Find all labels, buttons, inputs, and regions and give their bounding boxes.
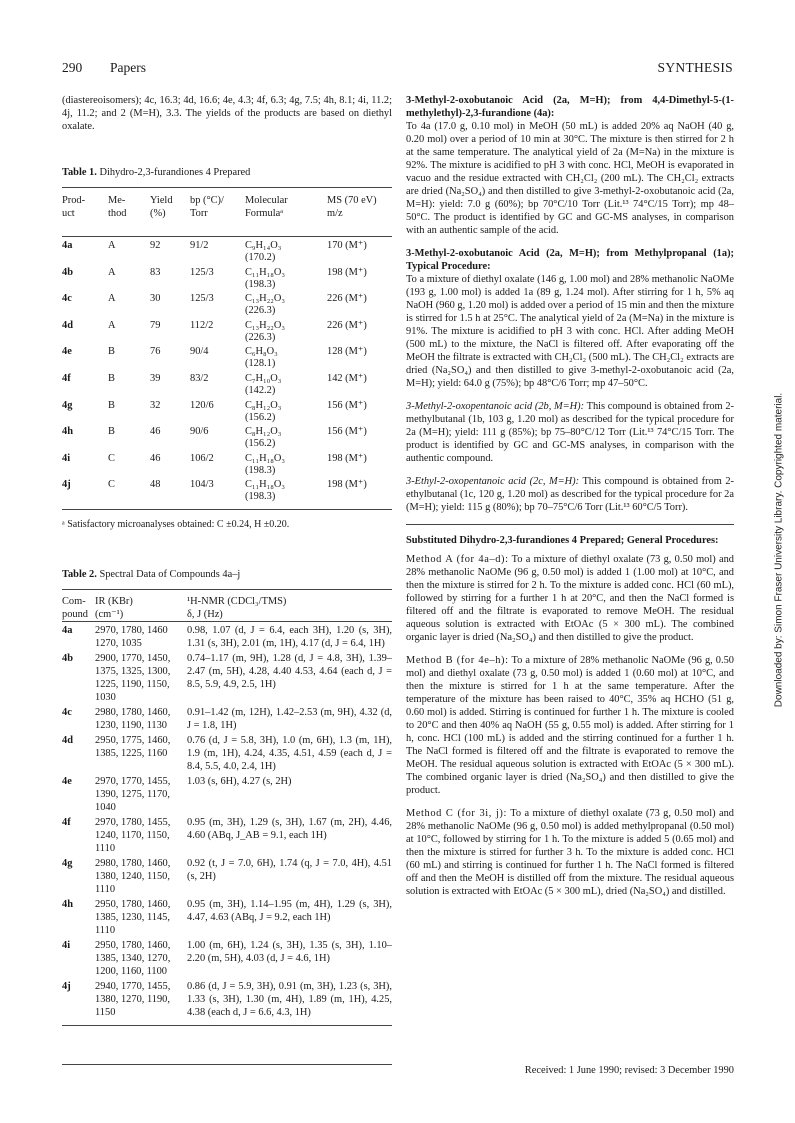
t1-cell-product: 4b [62,266,73,278]
table2-title: Spectral Data of Compounds 4a–j [99,568,241,580]
t1-cell-formula: C₈H₁₂O₃ [245,399,282,411]
t2-cell-nmr: 0.95 (m, 3H), 1.29 (s, 3H), 1.67 (m, 2H), 4.46, 4.60 (ABq, J_AB = 9.1, each 1H) [187,816,392,841]
method-c-body: To a mixture of diethyl oxalate (73 g, 0.50 mol) and 28% methanolic NaOMe (96 g, 0.50 mol) is added methylpropanal (0.50 mol) at 10°C, followed by stirring for 1 h. To the mixture is added 5 (0.65 mol) and then the mixture is stirred for further 3 h. To the mixture is added conc. HCl (60 mL) and stirring is continued for further 1 h. The NaCl formed is filtered off and then the MeOH is distilled off from the mixture. The residual aqueous solution is extracted with EtOAc (5 × 300 mL), dried (Na₂SO₄) and distilled. [406,808,735,897]
t1-cell-ms: 198 (M⁺) [327,266,367,278]
table2 [62,589,392,1026]
table2-row [62,704,392,732]
table1-title: Dihydro-2,3-furandiones 4 Prepared [99,167,251,178]
left-column [62,94,392,1026]
table2-caption [62,568,392,581]
t1-cell-method: B [108,346,115,358]
t2-cell-compound: 4b [62,652,73,664]
table1-footnote: ᵃ Satisfactory microanalyses obtained: C ±0.24, H ±0.20. [62,518,290,530]
page-header [62,60,733,82]
t1-col-formula: Molecular Formulaᵃ [245,195,288,219]
table1-row [62,317,392,344]
t1-col-product: Prod- uct [62,195,86,219]
table1-row [62,370,392,397]
t2-cell-compound: 4d [62,734,73,746]
method-c [406,807,734,898]
table1-row [62,290,392,317]
table2-row [62,855,392,896]
table1-row [62,397,392,424]
table1-header [62,188,392,237]
t1-cell-mw: (170.2) [245,252,276,263]
t1-cell-method: B [108,399,115,411]
t1-cell-ms: 198 (M⁺) [327,479,367,491]
method-a [406,553,734,644]
t1-cell-ms: 226 (M⁺) [327,293,367,305]
method-b-body: To a mixture of 28% methanolic NaOMe (96 g, 0.50 mol) and diethyl oxalate (73 g, 0.50 mol) is added 1 (0.60 mol) at 10°C, and then the mixture is stirred for 1 h at the same temperature. After the temperature of the mixture has been raised to 40°C, 35% aq HCHO (51 g, 0.60 mol) is added. Stirring is continued for further 1 h. The mixture is cooled to 20°C and then 40% aq NaOH (55 g, 0.55 mol) is added. After stirring for 1 h, conc. HCl (100 mL) is added and the stirring continued for a further 1 h. The NaCl formed is filtered off and the filtrate is evaporated to remove the MeOH. The residual aqueous solution is extracted with EtOAc (5 × 300 mL). The combined organic layer is dried (Na₂SO₄) and then distilled to give the product. [406,655,734,796]
t2-cell-ir: 2970, 1780, 1460 1270, 1035 [95,624,168,649]
t1-cell-ms: 226 (M⁺) [327,319,367,331]
section-2a-from-4a-body: To 4a (17.0 g, 0.10 mol) in MeOH (50 mL) is added 20% aq NaOH (40 g, 0.20 mol) over a period of 10 min at 30°C. The mixture is then stirred for 2 h at the same temperature. The analytical yield of 2a (M=Na) in the mixture is 92%. The mixture is acidified to pH 3 with conc. HCl, MeOH is evaporated in vacuo and the residue extracted with CH₂Cl₂ (200 mL). The CH₂Cl₂ extracts are dried (Na₂SO₄) and then distilled to give 3-methyl-2-oxobutanoic acid (2a, M=H): yield: 7.0 g (60%); bp 70°C/10 Torr (Lit.¹³ 74°C/15 Torr); mp 48–50°C. The product is identified by GC and GC-MS analyses, in comparison with an authentic sample of the acid. [406,121,734,236]
section-2b-body: This compound is obtained from 2-methylbutanal (1b, 103 g, 1.20 mol) as described for the typical procedure for 2a (M=H); yield: 111 g (85%); bp 75–80°C/12 Torr (Lit.¹³ 74°C/15 Torr. The product is identified by GC and GC-MS analyses, in comparison with the authentic compound. [406,401,734,464]
download-watermark [772,392,786,708]
t2-cell-ir: 2980, 1780, 1460, 1230, 1190, 1130 [95,706,171,731]
table2-row [62,814,392,855]
t1-cell-yield: 92 [150,240,161,251]
t2-cell-compound: 4a [62,624,73,636]
table2-header [62,590,392,622]
t1-cell-method: A [108,319,116,331]
t1-cell-yield: 76 [150,346,161,358]
table2-row [62,622,392,650]
t1-cell-mw: (198.3) [245,464,276,476]
t2-cell-compound: 4i [62,939,71,951]
t1-cell-product: 4f [62,372,71,384]
t1-cell-yield: 46 [150,426,161,438]
t1-cell-method: A [108,293,116,305]
t1-cell-mw: (226.3) [245,305,276,317]
t2-cell-ir: 2950, 1775, 1460, 1385, 1225, 1160 [95,734,171,759]
t1-cell-yield: 83 [150,266,161,278]
t1-cell-bp: 125/3 [190,266,214,278]
t1-cell-ms: 156 (M⁺) [327,426,367,438]
t2-cell-nmr: 0.95 (m, 3H), 1.14–1.95 (m, 4H), 1.29 (s, 3H), 4.47, 4.63 (ABq, J = 9.2, each 1H) [187,898,392,923]
method-a-body: To a mixture of diethyl oxalate (73 g, 0.50 mol) and 28% methanolic NaOMe (96 g, 0.50 mol) is added 1 (1.00 mol) at 10°C, and then the mixture is stirred for 2 h. To the mixture is added conc. HCl (60 mL), followed by stirring for a further 1 h at 20°C, and then the NaCl formed is filtered off and the filtrate is evaporated to remove MeOH. The residual aqueous solution is extracted with EtOAc (5 × 300 mL). The combined organic layer is dried (Na₂SO₄) and then distilled to give the product. [406,554,734,643]
t1-cell-product: 4d [62,319,73,331]
table1-row [62,237,392,264]
t1-cell-yield: 48 [150,479,161,491]
section-2a-from-1a-body: To a mixture of diethyl oxalate (146 g, 1.00 mol) and 28% methanolic NaOMe (193 g, 1.00 mol) is added 1a (89 g, 1.24 mol). After stirring for 1 h, 5% aq NaOH (960 g, 1.20 mol) is added over a period of 15 min and then the mixture is stirred for 1.5 h at 25°C. The analytical yield of 2a (M=Na) in the mixture is 91%. The mixture is acidified to pH 3 with conc. HCl. After adding MeOH (500 mL) to the mixture, the NaCl is filtered off. After evaporating off the MeOH the filtrate is extracted with CH₂Cl₂ (500 mL). The CH₂Cl₂ extracts are dried (Na₂SO₄) and then distilled to give 3-methyl-2-oxobutanoic acid (2a, M=H); yield: 64.0 g (75%); bp 48°C/6 Torr; mp 47–50°C. [406,274,734,389]
left-bottom-rule [62,1064,392,1065]
general-procedures-title: Substituted Dihydro-2,3-furandiones 4 Prepared; General Procedures: [406,535,719,546]
table1-row [62,264,392,291]
t1-col-bp: bp (°C)/ Torr [190,195,224,219]
t1-cell-formula: C₁₃H₂₂O₃ [245,319,286,331]
table2-body [62,622,392,1019]
table2-row [62,937,392,978]
t1-cell-formula: C₁₃H₂₂O₃ [245,293,286,305]
table1-caption [62,166,392,179]
t2-cell-compound: 4g [62,857,73,869]
t1-cell-bp: 112/2 [190,319,214,331]
t2-cell-compound: 4e [62,775,72,787]
t1-cell-yield: 79 [150,319,161,331]
table2-row [62,732,392,773]
t2-cell-ir: 2940, 1770, 1455, 1380, 1270, 1190, 1150 [95,980,171,1018]
t1-cell-mw: (156.2) [245,411,276,423]
t1-cell-method: B [108,426,115,438]
t2-cell-nmr: 1.00 (m, 6H), 1.24 (s, 3H), 1.35 (s, 3H), 1.10–2.20 (m, 5H), 4.03 (d, J = 4.6, 1H) [187,939,392,964]
t1-cell-product: 4a [62,240,73,251]
t2-cell-nmr: 0.92 (t, J = 7.0, 6H), 1.74 (q, J = 7.0, 4H), 4.51 (s, 2H) [187,857,392,882]
t1-cell-formula: C₁₁H₁₈O₃ [245,266,286,278]
intro-paragraph: (diastereoisomers); 4c, 16.3; 4d, 16.6; 4e, 4.3; 4f, 6.3; 4g, 7.5; 4h, 8.1; 4i, 11.2; 4j, 11.2; and 2 (M=H), 3.3. The yields of the products are based on diethyl oxalate. [62,95,392,132]
t1-cell-formula: C₉H₁₄O₃ [245,240,282,251]
section-2a-from-1a-title: 3-Methyl-2-oxobutanoic Acid (2a, M=H); from Methylpropanal (1a); Typical Procedure: [406,248,734,272]
t2-cell-compound: 4j [62,980,71,992]
table1-label: Table 1. [62,167,97,178]
table1-bottom-rule [62,503,392,510]
t2-cell-ir: 2980, 1780, 1460, 1380, 1240, 1150, 1110 [95,857,171,895]
table1 [62,187,392,510]
table2-row [62,896,392,937]
t1-cell-ms: 156 (M⁺) [327,399,367,411]
t1-cell-mw: (198.3) [245,491,276,503]
t2-cell-nmr: 0.86 (d, J = 5.9, 3H), 0.91 (m, 3H), 1.23 (s, 3H), 1.33 (s, 3H), 1.30 (m, 4H), 1.89 (m, 1H), 4.25, 4.38 (each d, J = 6.6, 4.3, 1H) [187,980,392,1018]
t2-cell-ir: 2970, 1770, 1455, 1390, 1275, 1170, 1040 [95,775,171,813]
right-column-rule [406,524,734,525]
section-2c-body: This compound is obtained from 2-ethylbutanal (1c, 120 g, 1.20 mol) as described for the typical procedure for 2a (M=H); yield: 115 g (80%); bp 70–75°C/6 Torr (Lit.¹³ 60°C/5 Torr). [406,476,734,513]
section-2c-title: 3-Ethyl-2-oxopentanoic acid (2c, M=H): [406,476,580,487]
t1-cell-ms: 170 (M⁺) [327,240,367,251]
t2-col-ir: IR (KBr) (cm⁻¹) [95,595,133,620]
table1-row [62,450,392,477]
t1-cell-ms: 128 (M⁺) [327,346,367,358]
t1-cell-method: C [108,452,115,464]
t1-cell-yield: 46 [150,452,161,464]
t1-cell-formula: C₈H₁₂O₃ [245,426,282,438]
t1-cell-product: 4h [62,426,73,438]
t1-cell-method: A [108,240,116,251]
t1-col-method: Me- thod [108,195,127,219]
t2-cell-compound: 4c [62,706,72,718]
t2-cell-nmr: 0.98, 1.07 (d, J = 6.4, each 3H), 1.20 (s, 3H), 1.31 (s, 3H), 2.01 (m, 1H), 4.17 (d, J = 6.4, 1H) [187,624,392,649]
journal-name: SYNTHESIS [657,60,733,75]
method-c-label: Method C (for 3i, j): [406,808,507,819]
table2-row [62,650,392,704]
t1-cell-mw: (128.1) [245,358,276,370]
section-2b-title: 3-Methyl-2-oxopentanoic acid (2b, M=H): [406,401,585,412]
section-name: Papers [110,60,146,75]
table2-bottom-rule [62,1019,392,1026]
table1-row [62,343,392,370]
t1-cell-bp: 104/3 [190,479,214,491]
t1-cell-bp: 106/2 [190,452,214,464]
table1-row [62,476,392,503]
t1-cell-mw: (226.3) [245,331,276,343]
t2-cell-nmr: 1.03 (s, 6H), 4.27 (s, 2H) [187,775,292,787]
section-2b [406,400,734,465]
t2-col-nmr: ¹H-NMR (CDCl₃/TMS) δ, J (Hz) [187,595,287,620]
table2-row [62,773,392,814]
t1-cell-formula: C₁₁H₁₈O₃ [245,452,286,464]
table2-label: Table 2. [62,568,97,580]
t1-cell-ms: 142 (M⁺) [327,372,367,384]
t2-cell-nmr: 0.76 (d, J = 5.8, 3H), 1.0 (m, 6H), 1.3 (m, 1H), 1.9 (m, 1H), 4.24, 4.35, 4.51, 4.59 (each d, J = 8.4, 5.5, 4.0, 2.4, 1H) [187,734,392,772]
received-dates: Received: 1 June 1990; revised: 3 December 1990 [524,1065,734,1076]
t2-col-compound: Com- pound [62,595,88,620]
t1-cell-bp: 83/2 [190,372,209,384]
t1-cell-yield: 32 [150,399,161,411]
t1-cell-mw: (156.2) [245,438,276,450]
t1-cell-product: 4j [62,479,71,491]
table2-row [62,978,392,1019]
t1-cell-method: C [108,479,115,491]
t1-cell-product: 4g [62,399,73,411]
method-b [406,654,734,797]
t1-cell-ms: 198 (M⁺) [327,452,367,464]
t2-cell-ir: 2900, 1770, 1450, 1375, 1325, 1300, 1225, 1190, 1150, 1030 [95,652,171,703]
t1-col-ms: MS (70 eV) m/z [327,195,377,219]
t2-cell-compound: 4h [62,898,73,910]
right-column [406,94,734,902]
t1-cell-bp: 90/6 [190,426,209,438]
t1-cell-product: 4e [62,346,72,358]
table1-body [62,237,392,503]
page-number: 290 [62,60,83,75]
t1-cell-formula: C₆H₈O₃ [245,346,278,358]
t1-cell-bp: 90/4 [190,346,209,358]
t1-cell-method: A [108,266,116,278]
t1-cell-formula: C₁₁H₁₈O₃ [245,479,286,491]
t1-cell-formula: C₇H₁₀O₃ [245,372,282,384]
t1-cell-bp: 125/3 [190,293,214,305]
t2-cell-ir: 2970, 1780, 1455, 1240, 1170, 1150, 1110 [95,816,171,854]
download-watermark-text: Downloaded by: Simon Fraser University Library. Copyrighted material. [773,392,785,708]
t1-cell-bp: 120/6 [190,399,214,411]
table1-row [62,423,392,450]
t1-cell-yield: 30 [150,293,161,305]
t2-cell-compound: 4f [62,816,71,828]
t1-col-yield: Yield (%) [150,195,173,219]
t2-cell-ir: 2950, 1780, 1460, 1385, 1230, 1145, 1110 [95,898,171,936]
t1-cell-mw: (142.2) [245,384,276,396]
method-a-label: Method A (for 4a–d): [406,554,509,565]
t2-cell-nmr: 0.74–1.17 (m, 9H), 1.28 (d, J = 4.8, 3H), 1.39–2.47 (m, 5H), 4.28, 4.40 4.53, 4.64 (each d, J = 8.5, 5.9, 4.9, 2.5, 1H) [187,652,392,690]
t1-cell-bp: 91/2 [190,240,209,251]
t1-cell-mw: (198.3) [245,278,276,290]
t2-cell-ir: 2950, 1780, 1460, 1385, 1340, 1270, 1200, 1160, 1100 [95,939,171,977]
t1-cell-yield: 39 [150,372,161,384]
t2-cell-nmr: 0.91–1.42 (m, 12H), 1.42–2.53 (m, 9H), 4.32 (d, J = 1.8, 1H) [187,706,392,731]
section-2c [406,475,734,514]
method-b-label: Method B (for 4e–h): [406,655,509,666]
section-2a-from-4a-title: 3-Methyl-2-oxobutanoic Acid (2a, M=H); from 4,4-Dimethyl-5-(1-methylethyl)-2,3-furandione (4a): [406,95,734,119]
t1-cell-product: 4i [62,452,71,464]
t1-cell-method: B [108,372,115,384]
t1-cell-product: 4c [62,293,72,305]
